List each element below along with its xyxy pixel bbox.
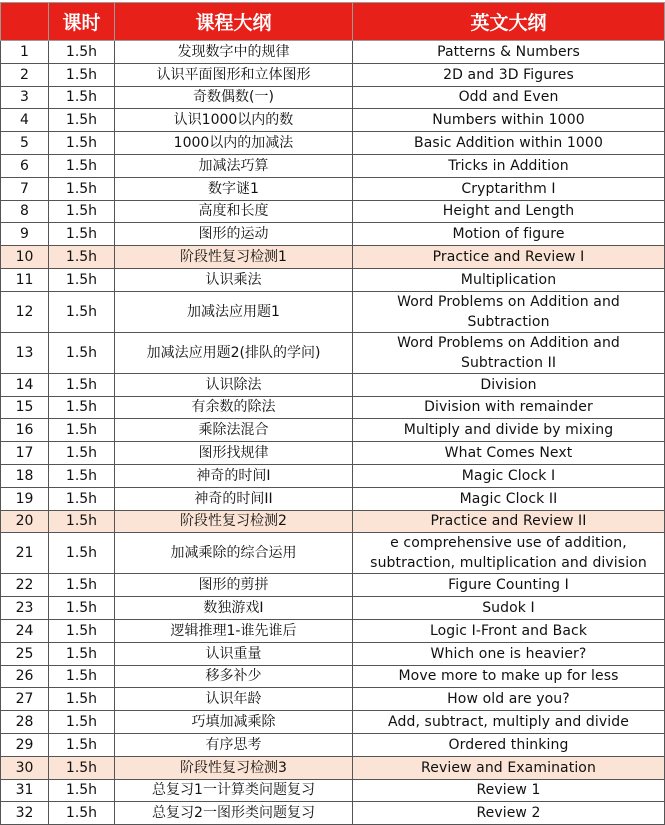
lesson-number-cell: 8 [1, 200, 49, 223]
lesson-hours-cell: 1.5h [49, 802, 115, 825]
header-row [1, 3, 665, 41]
lesson-number-cell: 31 [1, 779, 49, 802]
header-english-outline: 英文大纲 [353, 3, 665, 41]
lesson-hours-cell: 1.5h [49, 396, 115, 419]
lesson-number-cell: 3 [1, 86, 49, 109]
lesson-english-title-cell: Review 2 [353, 802, 665, 825]
lesson-number-cell: 21 [1, 533, 49, 574]
lesson-english-title-cell: Which one is heavier? [353, 642, 665, 665]
lesson-hours-cell: 1.5h [49, 86, 115, 109]
lesson-english-title-cell: Multiply and divide by mixing [353, 419, 665, 442]
lesson-hours-cell: 1.5h [49, 268, 115, 291]
table-row [1, 642, 665, 665]
table-row [1, 332, 665, 373]
table-row [1, 802, 665, 825]
lesson-english-title-cell: Sudok I [353, 597, 665, 620]
lesson-chinese-title-cell: 总复习1一计算类问题复习 [115, 779, 353, 802]
lesson-number-cell: 18 [1, 464, 49, 487]
lesson-hours-cell: 1.5h [49, 510, 115, 533]
lesson-number-cell: 12 [1, 291, 49, 332]
lesson-number-cell: 29 [1, 733, 49, 756]
lesson-english-title-cell: Practice and Review I [353, 246, 665, 269]
table-row [1, 154, 665, 177]
lesson-english-title-cell: What Comes Next [353, 442, 665, 465]
table-row [1, 268, 665, 291]
lesson-number-cell: 15 [1, 396, 49, 419]
lesson-hours-cell: 1.5h [49, 41, 115, 64]
lesson-chinese-title-cell: 奇数偶数(一) [115, 86, 353, 109]
lesson-english-title-cell: Figure Counting I [353, 574, 665, 597]
lesson-number-cell: 23 [1, 597, 49, 620]
table-row [1, 487, 665, 510]
lesson-english-title-cell: Height and Length [353, 200, 665, 223]
lesson-english-title-cell: Tricks in Addition [353, 154, 665, 177]
table-row [1, 464, 665, 487]
lesson-number-cell: 19 [1, 487, 49, 510]
lesson-english-title-cell: Word Problems on Addition and Subtraction [353, 291, 665, 332]
lesson-chinese-title-cell: 神奇的时间I [115, 464, 353, 487]
lesson-english-title-cell: Word Problems on Addition and Subtraction II [353, 332, 665, 373]
header-chinese-outline: 课程大纲 [115, 3, 353, 41]
lesson-chinese-title-cell: 高度和长度 [115, 200, 353, 223]
lesson-hours-cell: 1.5h [49, 574, 115, 597]
lesson-number-cell: 16 [1, 419, 49, 442]
lesson-chinese-title-cell: 加减法应用题1 [115, 291, 353, 332]
table-row [1, 419, 665, 442]
lesson-chinese-title-cell: 神奇的时间II [115, 487, 353, 510]
lesson-english-title-cell: Magic Clock I [353, 464, 665, 487]
lesson-hours-cell: 1.5h [49, 246, 115, 269]
lesson-number-cell: 26 [1, 665, 49, 688]
lesson-chinese-title-cell: 阶段性复习检测2 [115, 510, 353, 533]
lesson-number-cell: 28 [1, 711, 49, 734]
lesson-chinese-title-cell: 图形找规律 [115, 442, 353, 465]
lesson-chinese-title-cell: 认识乘法 [115, 268, 353, 291]
lesson-number-cell: 4 [1, 109, 49, 132]
lesson-english-title-cell: How old are you? [353, 688, 665, 711]
table-row [1, 665, 665, 688]
lesson-english-title-cell: Cryptarithm I [353, 177, 665, 200]
lesson-hours-cell: 1.5h [49, 419, 115, 442]
lesson-hours-cell: 1.5h [49, 711, 115, 734]
table-row [1, 711, 665, 734]
lesson-english-title-cell: Division [353, 373, 665, 396]
table-row [1, 756, 665, 779]
table-row [1, 177, 665, 200]
lesson-english-title-cell: Logic I-Front and Back [353, 619, 665, 642]
lesson-hours-cell: 1.5h [49, 291, 115, 332]
lesson-hours-cell: 1.5h [49, 619, 115, 642]
table-row [1, 779, 665, 802]
lesson-chinese-title-cell: 图形的运动 [115, 223, 353, 246]
lesson-hours-cell: 1.5h [49, 373, 115, 396]
table-row [1, 533, 665, 574]
lesson-hours-cell: 1.5h [49, 464, 115, 487]
table-row [1, 246, 665, 269]
lesson-number-cell: 30 [1, 756, 49, 779]
lesson-hours-cell: 1.5h [49, 688, 115, 711]
lesson-chinese-title-cell: 认识重量 [115, 642, 353, 665]
lesson-english-title-cell: Motion of figure [353, 223, 665, 246]
lesson-chinese-title-cell: 加减乘除的综合运用 [115, 533, 353, 574]
lesson-chinese-title-cell: 认识平面图形和立体图形 [115, 63, 353, 86]
lesson-number-cell: 10 [1, 246, 49, 269]
table-row [1, 733, 665, 756]
lesson-chinese-title-cell: 认识年龄 [115, 688, 353, 711]
lesson-english-title-cell: Multiplication [353, 268, 665, 291]
lesson-chinese-title-cell: 阶段性复习检测3 [115, 756, 353, 779]
lesson-hours-cell: 1.5h [49, 132, 115, 155]
lesson-hours-cell: 1.5h [49, 154, 115, 177]
lesson-chinese-title-cell: 逻辑推理1-谁先谁后 [115, 619, 353, 642]
lesson-english-title-cell: 2D and 3D Figures [353, 63, 665, 86]
table-row [1, 109, 665, 132]
lesson-hours-cell: 1.5h [49, 597, 115, 620]
lesson-english-title-cell: Division with remainder [353, 396, 665, 419]
lesson-chinese-title-cell: 加减法应用题2(排队的学问) [115, 332, 353, 373]
lesson-number-cell: 24 [1, 619, 49, 642]
lesson-number-cell: 5 [1, 132, 49, 155]
lesson-number-cell: 22 [1, 574, 49, 597]
table-row [1, 200, 665, 223]
lesson-hours-cell: 1.5h [49, 756, 115, 779]
header-hours: 课时 [49, 3, 115, 41]
lesson-number-cell: 9 [1, 223, 49, 246]
lesson-chinese-title-cell: 数字谜1 [115, 177, 353, 200]
lesson-hours-cell: 1.5h [49, 533, 115, 574]
lesson-chinese-title-cell: 总复习2一图形类问题复习 [115, 802, 353, 825]
lesson-number-cell: 17 [1, 442, 49, 465]
lesson-number-cell: 32 [1, 802, 49, 825]
lesson-chinese-title-cell: 认识除法 [115, 373, 353, 396]
lesson-chinese-title-cell: 认识1000以内的数 [115, 109, 353, 132]
table-row [1, 442, 665, 465]
lesson-chinese-title-cell: 移多补少 [115, 665, 353, 688]
lesson-chinese-title-cell: 巧填加减乘除 [115, 711, 353, 734]
table-row [1, 574, 665, 597]
table-row [1, 132, 665, 155]
table-row [1, 373, 665, 396]
lesson-english-title-cell: Patterns & Numbers [353, 41, 665, 64]
table-row [1, 597, 665, 620]
lesson-hours-cell: 1.5h [49, 642, 115, 665]
lesson-number-cell: 11 [1, 268, 49, 291]
header-index [1, 3, 49, 41]
table-body [1, 41, 665, 825]
lesson-english-title-cell: Add, subtract, multiply and divide [353, 711, 665, 734]
lesson-hours-cell: 1.5h [49, 177, 115, 200]
syllabus-table [0, 2, 665, 825]
lesson-english-title-cell: Review and Examination [353, 756, 665, 779]
lesson-chinese-title-cell: 图形的剪拼 [115, 574, 353, 597]
lesson-number-cell: 25 [1, 642, 49, 665]
lesson-english-title-cell: Move more to make up for less [353, 665, 665, 688]
lesson-english-title-cell: Magic Clock II [353, 487, 665, 510]
lesson-english-title-cell: Review 1 [353, 779, 665, 802]
table-row [1, 86, 665, 109]
lesson-number-cell: 14 [1, 373, 49, 396]
lesson-english-title-cell: Basic Addition within 1000 [353, 132, 665, 155]
lesson-chinese-title-cell: 发现数字中的规律 [115, 41, 353, 64]
lesson-english-title-cell: Numbers within 1000 [353, 109, 665, 132]
lesson-hours-cell: 1.5h [49, 223, 115, 246]
lesson-hours-cell: 1.5h [49, 109, 115, 132]
lesson-hours-cell: 1.5h [49, 332, 115, 373]
lesson-number-cell: 1 [1, 41, 49, 64]
lesson-hours-cell: 1.5h [49, 63, 115, 86]
lesson-hours-cell: 1.5h [49, 487, 115, 510]
table-row [1, 41, 665, 64]
lesson-number-cell: 20 [1, 510, 49, 533]
lesson-chinese-title-cell: 数独游戏I [115, 597, 353, 620]
lesson-hours-cell: 1.5h [49, 779, 115, 802]
table-row [1, 396, 665, 419]
lesson-english-title-cell: Practice and Review II [353, 510, 665, 533]
lesson-chinese-title-cell: 有余数的除法 [115, 396, 353, 419]
table-row [1, 510, 665, 533]
lesson-number-cell: 27 [1, 688, 49, 711]
lesson-number-cell: 6 [1, 154, 49, 177]
lesson-chinese-title-cell: 1000以内的加减法 [115, 132, 353, 155]
lesson-chinese-title-cell: 阶段性复习检测1 [115, 246, 353, 269]
table-row [1, 619, 665, 642]
lesson-hours-cell: 1.5h [49, 665, 115, 688]
lesson-hours-cell: 1.5h [49, 733, 115, 756]
lesson-hours-cell: 1.5h [49, 200, 115, 223]
lesson-chinese-title-cell: 乘除法混合 [115, 419, 353, 442]
lesson-number-cell: 13 [1, 332, 49, 373]
lesson-number-cell: 7 [1, 177, 49, 200]
lesson-number-cell: 2 [1, 63, 49, 86]
lesson-hours-cell: 1.5h [49, 442, 115, 465]
lesson-chinese-title-cell: 有序思考 [115, 733, 353, 756]
table-row [1, 223, 665, 246]
table-row [1, 63, 665, 86]
lesson-english-title-cell: Ordered thinking [353, 733, 665, 756]
table-row [1, 688, 665, 711]
lesson-english-title-cell: e comprehensive use of addition, subtraction, multiplication and division [353, 533, 665, 574]
table-row [1, 291, 665, 332]
lesson-chinese-title-cell: 加减法巧算 [115, 154, 353, 177]
lesson-english-title-cell: Odd and Even [353, 86, 665, 109]
